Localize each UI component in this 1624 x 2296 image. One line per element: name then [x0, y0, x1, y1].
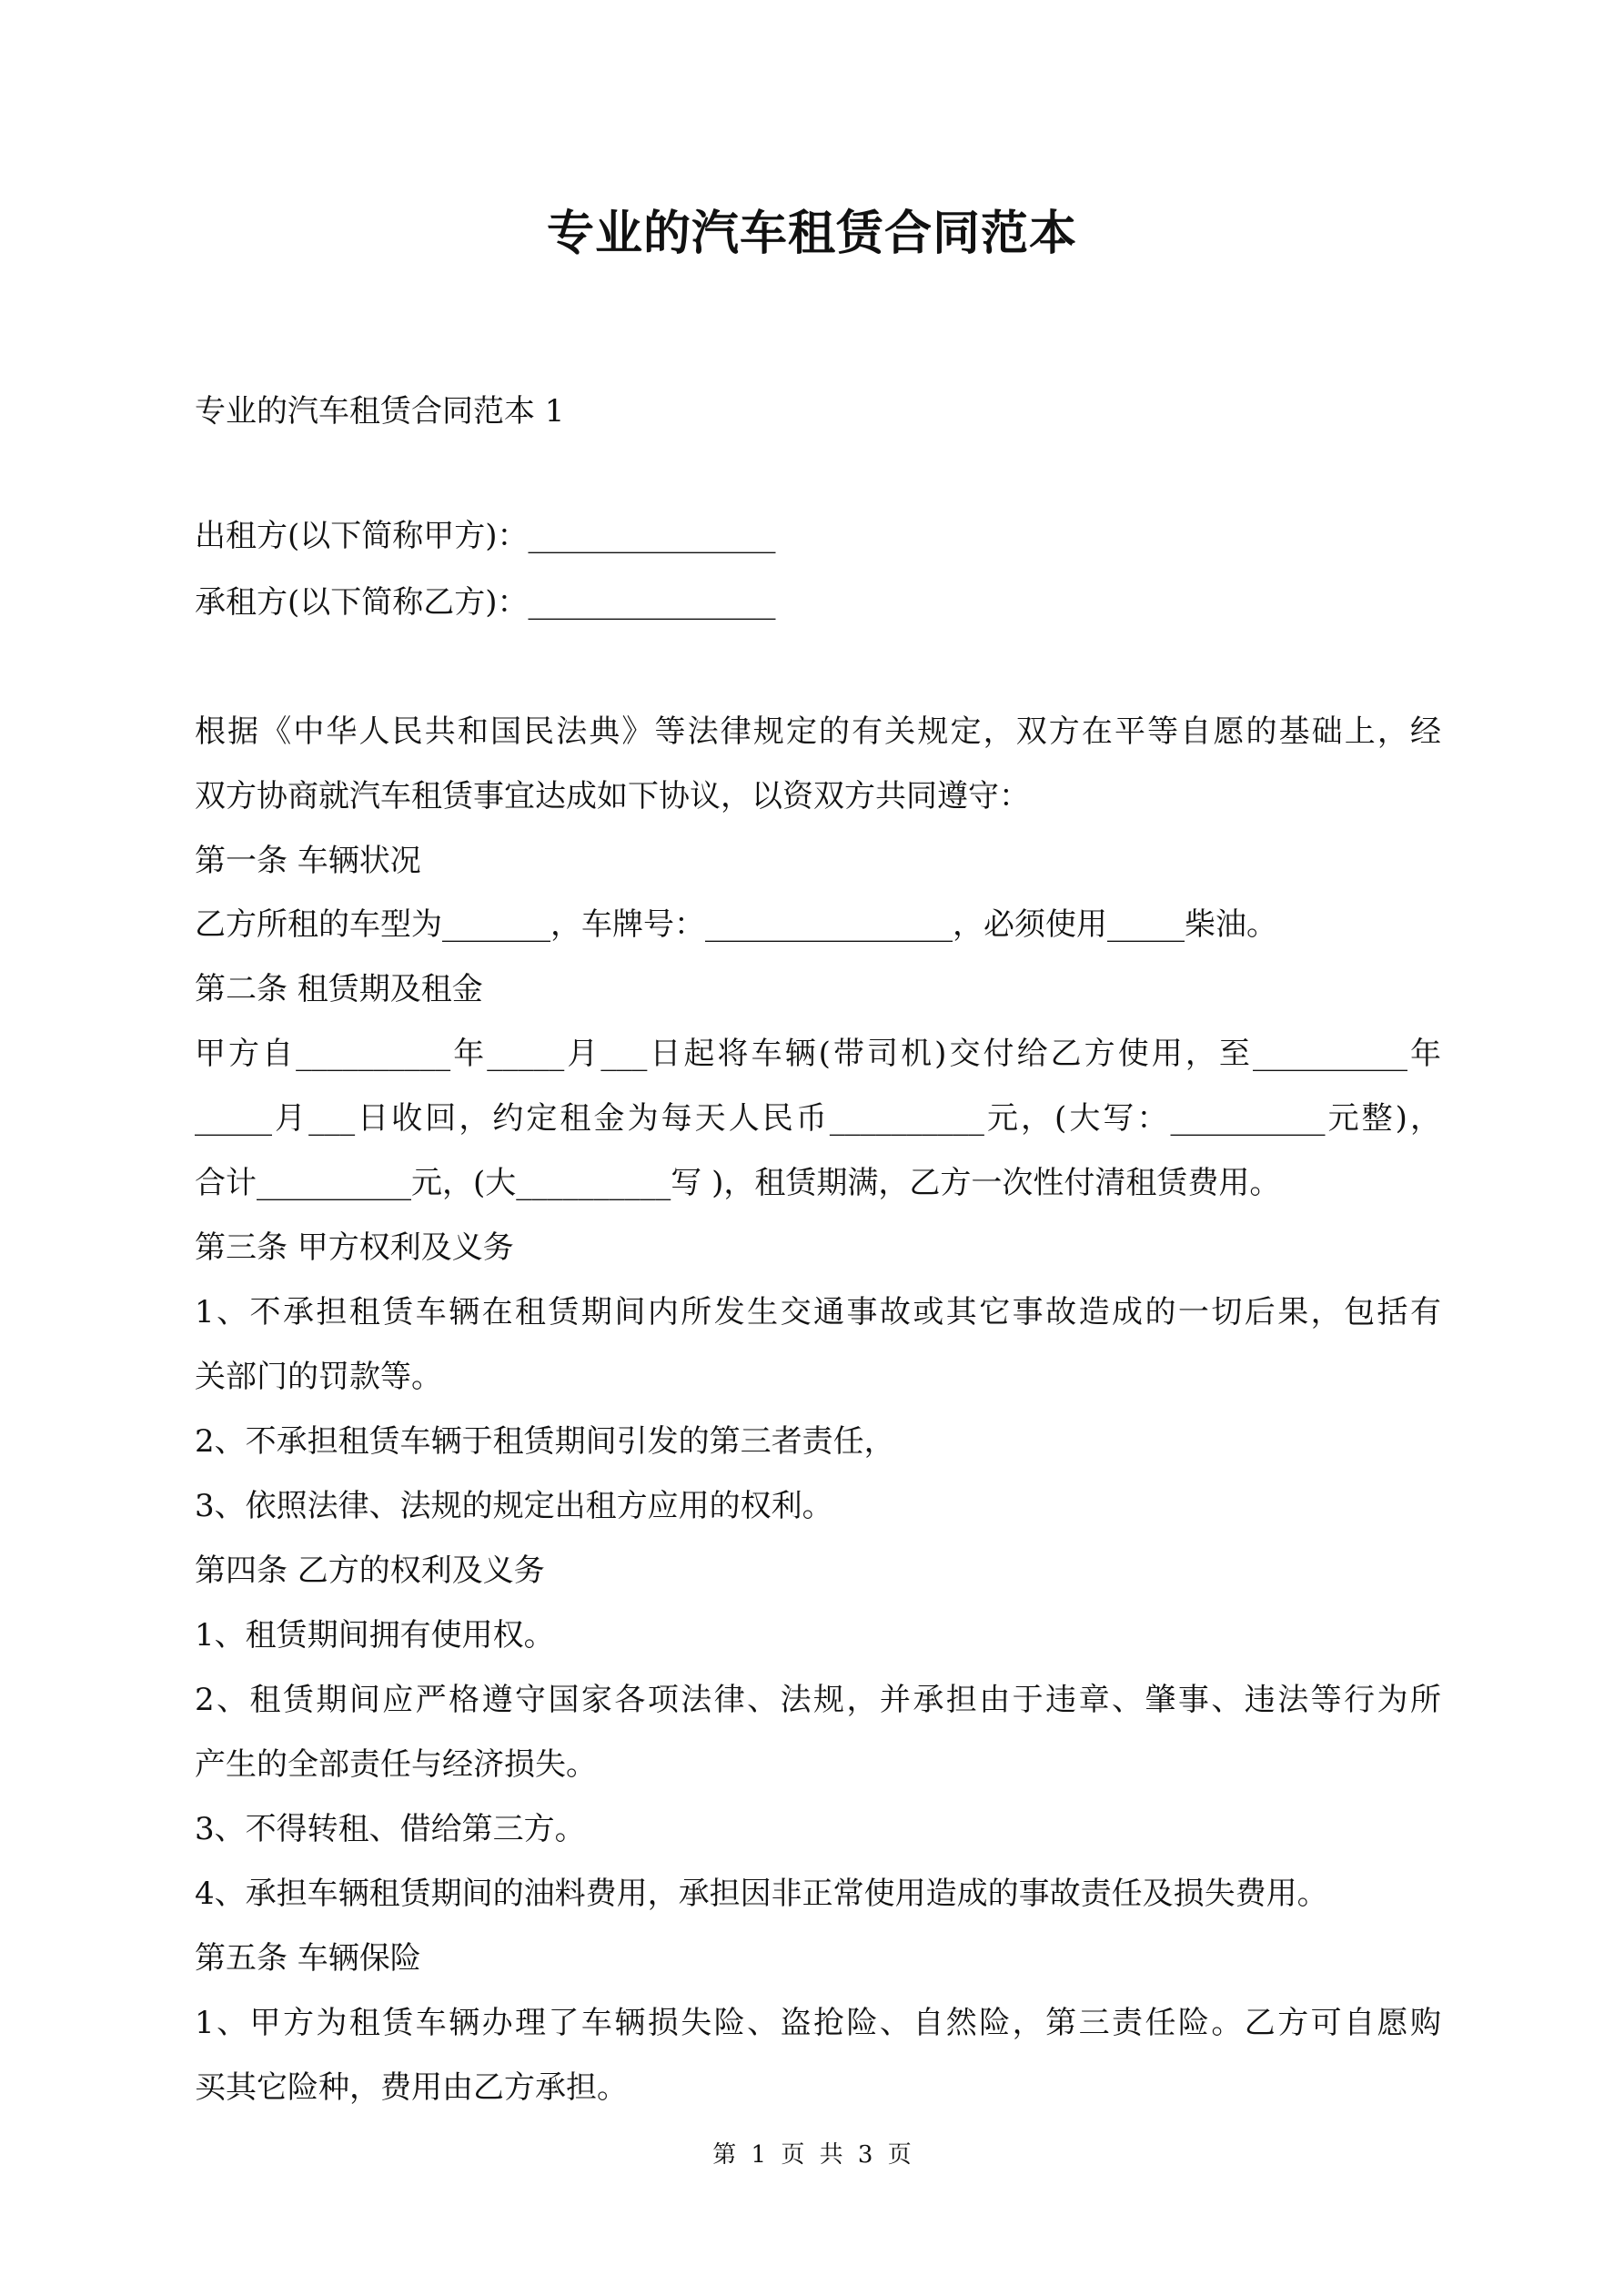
- article-5-heading: 第五条 车辆保险: [195, 1940, 421, 1977]
- page-number-footer: 第 1 页 共 3 页: [712, 2141, 912, 2169]
- article-1-line-1: 乙方所租的车型为_______，车牌号：________________，必须使用_____柴油。: [195, 906, 1277, 943]
- party-a-line: 出租方(以下简称甲方)：________________: [195, 518, 776, 554]
- article-4-line-2: 2、租赁期间应严格遵守国家各项法律、法规，并承担由于违章、肇事、违法等行为所: [195, 1682, 1441, 1718]
- article-2-line-1: 甲方自__________年_____月___日起将车辆(带司机)交付给乙方使用，至__________年: [195, 1036, 1441, 1072]
- article-4-line-3: 产生的全部责任与经济损失。: [195, 1746, 597, 1783]
- article-4-line-5: 4、承担车辆租赁期间的油料费用，承担因非正常使用造成的事故责任及损失费用。: [195, 1876, 1328, 1912]
- article-4-line-1: 1、租赁期间拥有使用权。: [195, 1617, 555, 1654]
- article-1-heading: 第一条 车辆状况: [195, 843, 421, 879]
- preamble-line-2: 双方协商就汽车租赁事宜达成如下协议，以资双方共同遵守：: [195, 778, 1030, 814]
- preamble-line-1: 根据《中华人民共和国民法典》等法律规定的有关规定，双方在平等自愿的基础上，经: [195, 713, 1441, 750]
- article-2-line-2: _____月___日收回，约定租金为每天人民币__________元，(大写：__________元整)，: [195, 1100, 1441, 1137]
- document-subtitle: 专业的汽车租赁合同范本 1: [195, 393, 565, 430]
- article-2-heading: 第二条 租赁期及租金: [195, 971, 483, 1007]
- article-3-heading: 第三条 甲方权利及义务: [195, 1229, 514, 1266]
- article-4-heading: 第四条 乙方的权利及义务: [195, 1553, 545, 1589]
- party-b-line: 承租方(以下简称乙方)：________________: [195, 584, 776, 621]
- article-4-line-4: 3、不得转租、借给第三方。: [195, 1811, 586, 1847]
- article-3-line-4: 3、依照法律、法规的规定出租方应用的权利。: [195, 1488, 833, 1524]
- article-3-line-3: 2、不承担租赁车辆于租赁期间引发的第三者责任，: [195, 1423, 895, 1460]
- document-title: 专业的汽车租赁合同范本: [546, 206, 1077, 261]
- article-2-line-3: 合计__________元，(大__________写 )，租赁期满，乙方一次性付清租赁费用。: [195, 1165, 1281, 1201]
- article-3-line-1: 1、不承担租赁车辆在租赁期间内所发生交通事故或其它事故造成的一切后果，包括有: [195, 1294, 1441, 1330]
- article-5-line-1: 1、甲方为租赁车辆办理了车辆损失险、盗抢险、自然险，第三责任险。乙方可自愿购: [195, 2005, 1441, 2041]
- article-3-line-2: 关部门的罚款等。: [195, 1359, 442, 1395]
- article-5-line-2: 买其它险种，费用由乙方承担。: [195, 2069, 628, 2106]
